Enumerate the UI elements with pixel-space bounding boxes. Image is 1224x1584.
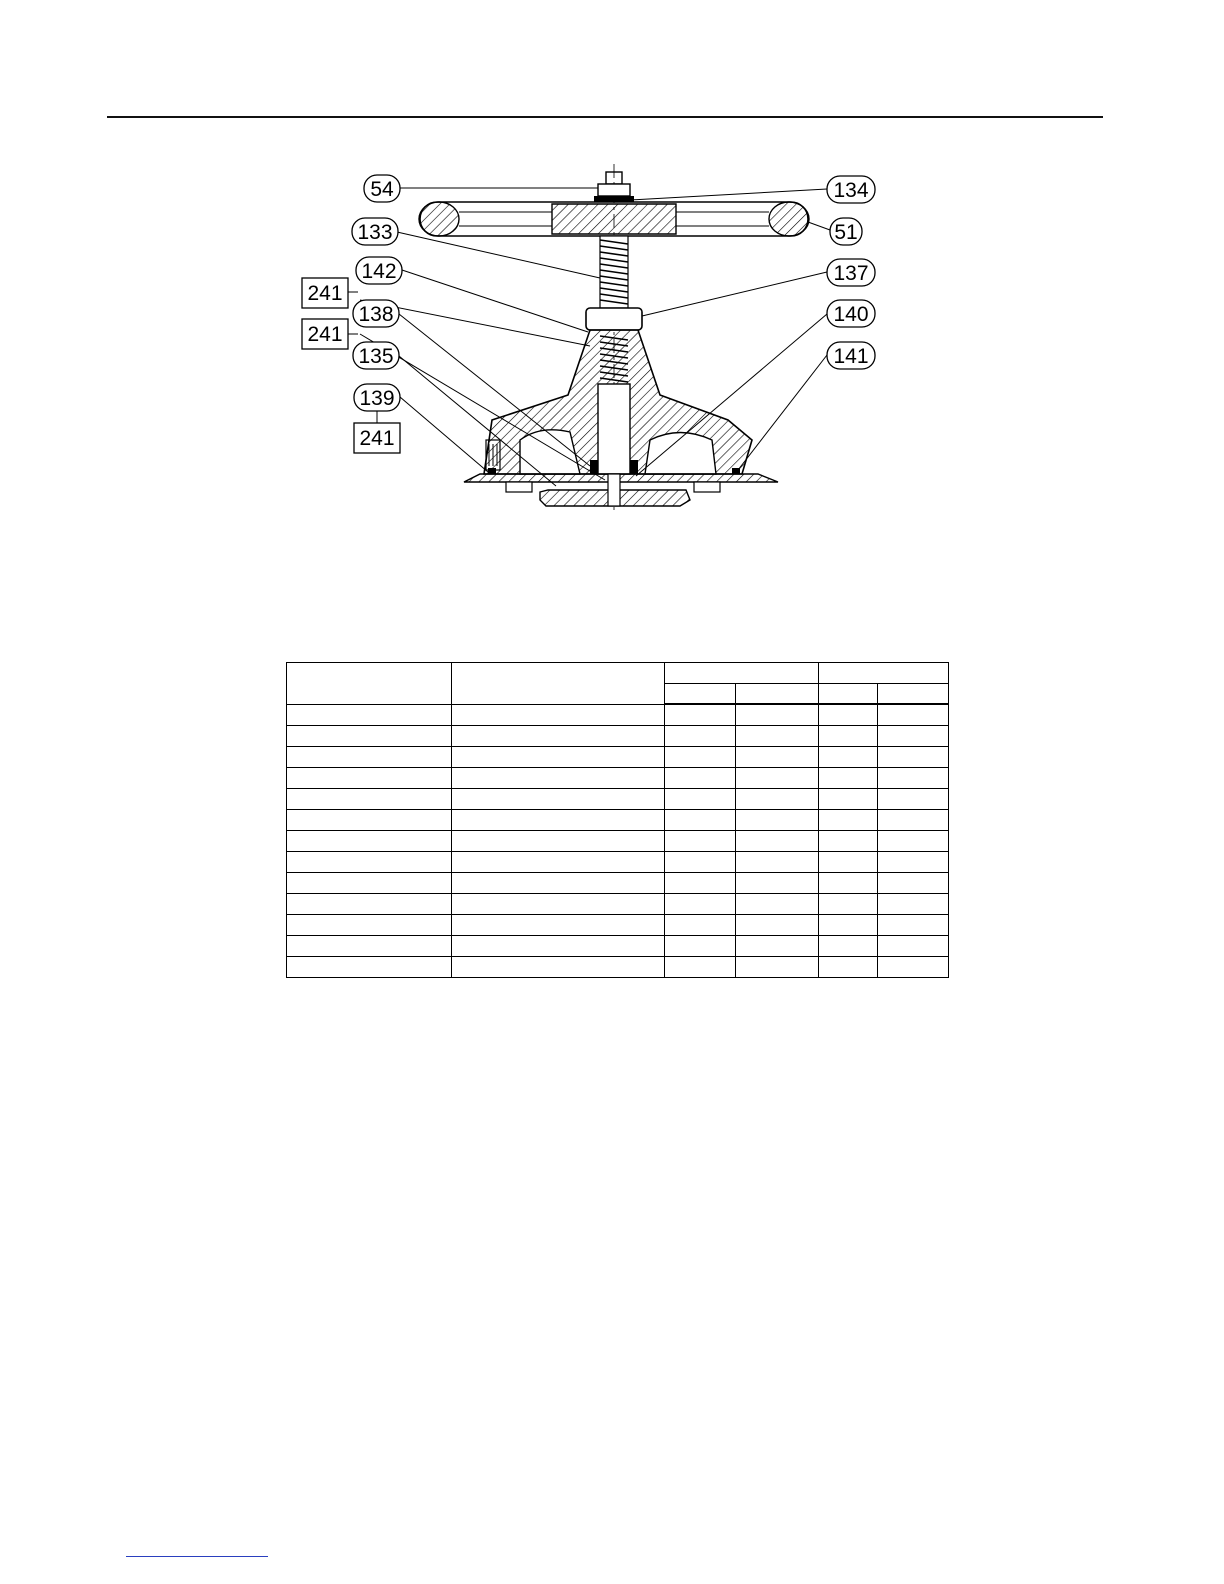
table-cell (665, 747, 736, 768)
table-cell (878, 726, 949, 747)
boxed-label-241 (302, 319, 348, 349)
table-header-group (665, 663, 819, 684)
table-cell (665, 936, 736, 957)
callout-54 (364, 175, 400, 202)
table-cell (736, 831, 819, 852)
table-cell (287, 789, 452, 810)
callout-51 (830, 218, 862, 245)
table-cell (665, 831, 736, 852)
table-cell (452, 936, 665, 957)
table-cell (452, 957, 665, 978)
table-cell (878, 957, 949, 978)
svg-text:51: 51 (834, 221, 858, 244)
yoke-nut (586, 308, 642, 330)
table-cell (287, 726, 452, 747)
table-cell (665, 915, 736, 936)
table-row (287, 810, 949, 831)
table-cell (665, 704, 736, 726)
table-cell (665, 852, 736, 873)
svg-text:54: 54 (370, 178, 394, 201)
table-cell (736, 873, 819, 894)
table-cell (287, 768, 452, 789)
table-cell (452, 768, 665, 789)
table-cell (819, 936, 878, 957)
callout-140 (827, 300, 875, 327)
table-row (287, 936, 949, 957)
table-cell (878, 768, 949, 789)
table-row (287, 789, 949, 810)
table-cell (452, 704, 665, 726)
table-cell (819, 852, 878, 873)
table-cell (452, 831, 665, 852)
parts-table (286, 662, 949, 978)
boxed-label-241 (302, 278, 348, 308)
svg-text:138: 138 (358, 303, 394, 326)
table-cell (736, 704, 819, 726)
table-cell (819, 789, 878, 810)
table-cell (736, 810, 819, 831)
table-cell (878, 894, 949, 915)
table-cell (287, 831, 452, 852)
table-cell (878, 831, 949, 852)
valve-assembly-drawing (0, 0, 1224, 560)
svg-text:133: 133 (357, 221, 393, 244)
callout-137 (827, 259, 875, 286)
callout-133 (352, 218, 398, 245)
table-cell (287, 957, 452, 978)
table-cell (665, 726, 736, 747)
boxed-label-241 (354, 423, 400, 453)
table-cell (819, 810, 878, 831)
table-header-row (287, 663, 949, 684)
table-cell (287, 915, 452, 936)
table-cell (736, 852, 819, 873)
table-cell (287, 936, 452, 957)
table-row (287, 747, 949, 768)
table-cell (665, 873, 736, 894)
table-cell (452, 894, 665, 915)
table-cell (287, 852, 452, 873)
table-cell (736, 747, 819, 768)
svg-text:142: 142 (361, 260, 397, 283)
threaded-stem (600, 236, 628, 308)
table-cell (287, 704, 452, 726)
table-header-cell (819, 684, 878, 705)
table-cell (452, 747, 665, 768)
table-cell (736, 726, 819, 747)
table-cell (819, 831, 878, 852)
table-cell (878, 852, 949, 873)
table-cell (736, 915, 819, 936)
table-cell (452, 810, 665, 831)
svg-text:140: 140 (833, 303, 869, 326)
table-row (287, 894, 949, 915)
table-cell (665, 789, 736, 810)
table-cell (878, 789, 949, 810)
table-cell (878, 747, 949, 768)
table-cell (819, 915, 878, 936)
table-cell (452, 852, 665, 873)
svg-text:137: 137 (833, 262, 869, 285)
table-cell (819, 957, 878, 978)
svg-text:134: 134 (833, 179, 869, 202)
svg-text:135: 135 (358, 345, 394, 368)
table-row (287, 852, 949, 873)
table-cell (736, 768, 819, 789)
callout-141 (827, 342, 875, 369)
table-cell (665, 768, 736, 789)
table-header-cell (665, 684, 736, 705)
table-header-cell (287, 663, 452, 705)
table-cell (452, 873, 665, 894)
table-header-cell (452, 663, 665, 705)
table-row (287, 704, 949, 726)
table-cell (736, 894, 819, 915)
table-row (287, 957, 949, 978)
callout-134 (827, 176, 875, 203)
table-cell (819, 704, 878, 726)
table-cell (736, 789, 819, 810)
table-cell (665, 894, 736, 915)
table-cell (665, 957, 736, 978)
handwheel (419, 202, 809, 236)
table-cell (819, 768, 878, 789)
table-cell (878, 915, 949, 936)
callout-142 (356, 257, 402, 284)
bonnet-body (484, 330, 752, 474)
table-cell (736, 957, 819, 978)
table-cell (452, 915, 665, 936)
table-header-cell (878, 684, 949, 705)
table-cell (819, 747, 878, 768)
footer-rule (126, 1556, 268, 1557)
table-cell (287, 747, 452, 768)
table-row (287, 726, 949, 747)
table-cell (878, 936, 949, 957)
table-header-cell (736, 684, 819, 705)
callout-139 (354, 384, 400, 411)
table-cell (452, 789, 665, 810)
table-cell (819, 873, 878, 894)
table-cell (287, 894, 452, 915)
table-cell (819, 894, 878, 915)
callout-138 (353, 300, 399, 327)
table-header-group (819, 663, 949, 684)
table-cell (452, 726, 665, 747)
table-cell (736, 936, 819, 957)
table-cell (665, 810, 736, 831)
table-row (287, 915, 949, 936)
svg-text:241: 241 (307, 323, 343, 346)
table-row (287, 768, 949, 789)
table-cell (878, 704, 949, 726)
table-cell (287, 873, 452, 894)
svg-text:241: 241 (307, 282, 343, 305)
table-cell (878, 810, 949, 831)
callout-135 (353, 342, 399, 369)
svg-text:141: 141 (833, 345, 869, 368)
table-cell (287, 810, 452, 831)
table-row (287, 831, 949, 852)
svg-text:241: 241 (359, 427, 395, 450)
table-row (287, 873, 949, 894)
table-cell (878, 873, 949, 894)
base-flange (464, 474, 778, 506)
svg-text:139: 139 (359, 387, 395, 410)
table-cell (819, 726, 878, 747)
